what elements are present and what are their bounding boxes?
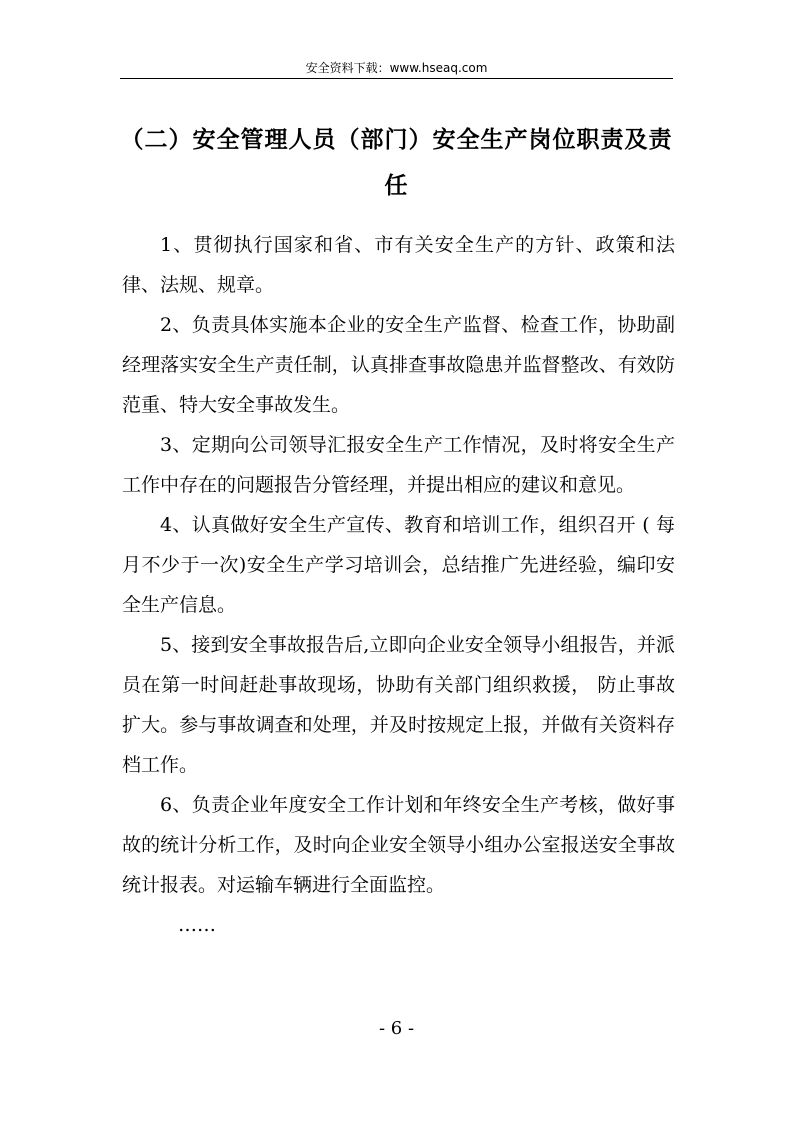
paragraph-2: 2、负责具体实施本企业的安全生产监督、检查工作，协助副经理落实安全生产责任制，认真排查事故隐患并监督整改、有效防范重、特大安全事故发生。 (122, 314, 675, 416)
paragraph-1: 1、贯彻执行国家和省、市有关安全生产的方针、政策和法律、法规、规章。 (122, 234, 675, 296)
page-header (120, 58, 673, 79)
paragraph-3: 3、定期向公司领导汇报安全生产工作情况，及时将安全生产工作中存在的问题报告分管经理，并提出相应的建议和意见。 (122, 434, 675, 496)
header-text: 安全资料下载：www.hseaq.com (305, 61, 488, 75)
page-number: - 6 - (378, 1018, 415, 1039)
ellipsis-mark: …… (178, 914, 216, 936)
document-title: （二）安全管理人员（部门）安全生产岗位职责及责任 (120, 127, 673, 199)
paragraph-6: 6、负责企业年度安全工作计划和年终安全生产考核，做好事故的统计分析工作，及时向企业安全领导小组办公室报送安全事故统计报表。对运输车辆进行全面监控。 (122, 794, 675, 896)
paragraph-4: 4、认真做好安全生产宣传、教育和培训工作，组织召开 ( 每月不少于一次)安全生产学习培训会，总结推广先进经验，编印安全生产信息。 (122, 514, 675, 616)
paragraph-5: 5、接到安全事故报告后,立即向企业安全领导小组报告，并派员在第一时间赶赴事故现场，协助有关部门组织救援， 防止事故扩大。参与事故调查和处理，并及时按规定上报，并做有关资料存档工作。 (122, 634, 675, 776)
document-body (122, 225, 675, 945)
